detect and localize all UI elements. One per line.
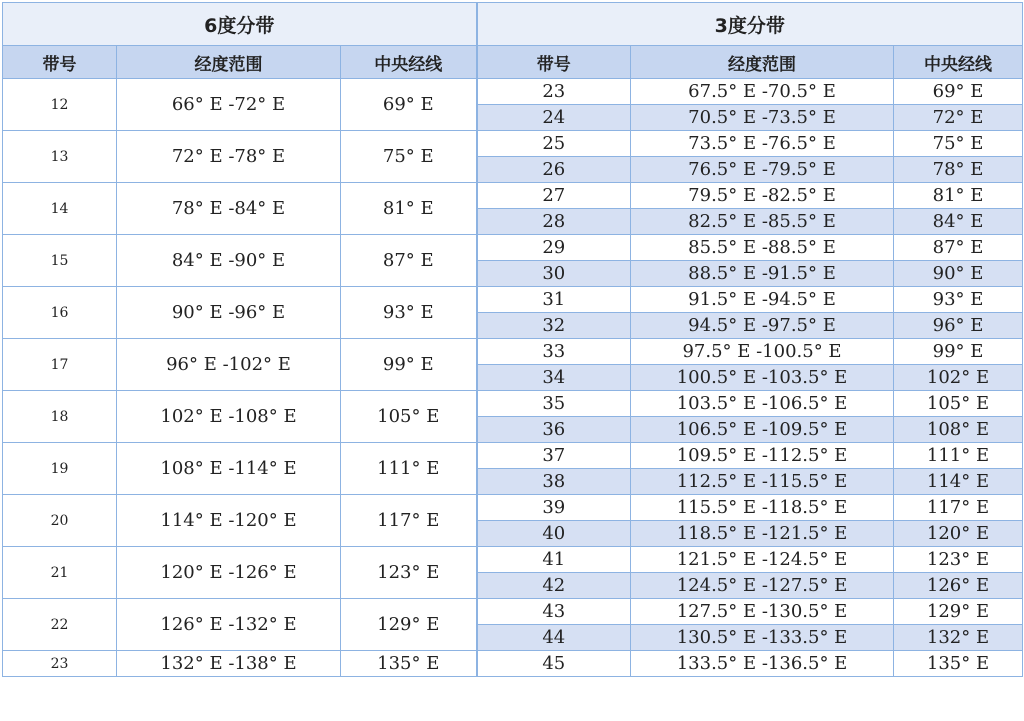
six-range-cell: 114° E -120° E bbox=[117, 495, 341, 547]
six-central-cell: 135° E bbox=[341, 651, 477, 677]
table-row bbox=[3, 599, 1023, 625]
six-range-cell: 78° E -84° E bbox=[117, 183, 341, 235]
three-central-cell: 114° E bbox=[894, 469, 1023, 495]
three-central-cell: 129° E bbox=[894, 599, 1023, 625]
three-zone-cell: 40 bbox=[477, 521, 631, 547]
zone-table-body bbox=[3, 79, 1023, 677]
three-zone-cell: 42 bbox=[477, 573, 631, 599]
six-range-cell: 126° E -132° E bbox=[117, 599, 341, 651]
three-range-cell: 73.5° E -76.5° E bbox=[631, 131, 894, 157]
six-zone-cell: 18 bbox=[3, 391, 117, 443]
six-central-cell: 117° E bbox=[341, 495, 477, 547]
three-range-cell: 112.5° E -115.5° E bbox=[631, 469, 894, 495]
three-range-cell: 103.5° E -106.5° E bbox=[631, 391, 894, 417]
six-zone-cell: 22 bbox=[3, 599, 117, 651]
six-range-cell: 102° E -108° E bbox=[117, 391, 341, 443]
six-zone-cell: 12 bbox=[3, 79, 117, 131]
three-central-header: 中央经线 bbox=[894, 46, 1023, 79]
table-row bbox=[3, 391, 1023, 417]
three-zone-cell: 36 bbox=[477, 417, 631, 443]
three-zone-cell: 26 bbox=[477, 157, 631, 183]
three-zone-cell: 33 bbox=[477, 339, 631, 365]
three-central-cell: 108° E bbox=[894, 417, 1023, 443]
zone-table bbox=[2, 2, 1023, 677]
three-central-cell: 72° E bbox=[894, 105, 1023, 131]
three-range-header: 经度范围 bbox=[631, 46, 894, 79]
six-range-cell: 108° E -114° E bbox=[117, 443, 341, 495]
three-central-cell: 69° E bbox=[894, 79, 1023, 105]
three-range-cell: 76.5° E -79.5° E bbox=[631, 157, 894, 183]
three-range-cell: 91.5° E -94.5° E bbox=[631, 287, 894, 313]
three-zone-cell: 45 bbox=[477, 651, 631, 677]
six-central-cell: 81° E bbox=[341, 183, 477, 235]
six-range-cell: 66° E -72° E bbox=[117, 79, 341, 131]
six-range-cell: 96° E -102° E bbox=[117, 339, 341, 391]
three-zone-cell: 31 bbox=[477, 287, 631, 313]
six-central-cell: 99° E bbox=[341, 339, 477, 391]
table-row bbox=[3, 79, 1023, 105]
three-range-cell: 121.5° E -124.5° E bbox=[631, 547, 894, 573]
six-range-cell: 132° E -138° E bbox=[117, 651, 341, 677]
three-range-cell: 100.5° E -103.5° E bbox=[631, 365, 894, 391]
three-range-cell: 82.5° E -85.5° E bbox=[631, 209, 894, 235]
three-central-cell: 102° E bbox=[894, 365, 1023, 391]
table-row bbox=[3, 183, 1023, 209]
six-central-cell: 93° E bbox=[341, 287, 477, 339]
three-range-cell: 70.5° E -73.5° E bbox=[631, 105, 894, 131]
three-range-cell: 94.5° E -97.5° E bbox=[631, 313, 894, 339]
six-zone-cell: 23 bbox=[3, 651, 117, 677]
three-central-cell: 75° E bbox=[894, 131, 1023, 157]
six-range-header: 经度范围 bbox=[117, 46, 341, 79]
three-degree-title: 3度分带 bbox=[477, 3, 1023, 46]
table-row bbox=[3, 443, 1023, 469]
six-central-header: 中央经线 bbox=[341, 46, 477, 79]
three-central-cell: 132° E bbox=[894, 625, 1023, 651]
table-row bbox=[3, 235, 1023, 261]
six-zone-cell: 17 bbox=[3, 339, 117, 391]
six-zone-cell: 19 bbox=[3, 443, 117, 495]
six-zone-cell: 13 bbox=[3, 131, 117, 183]
six-range-cell: 90° E -96° E bbox=[117, 287, 341, 339]
three-central-cell: 123° E bbox=[894, 547, 1023, 573]
six-central-cell: 105° E bbox=[341, 391, 477, 443]
three-zone-cell: 38 bbox=[477, 469, 631, 495]
table-row bbox=[3, 339, 1023, 365]
three-range-cell: 127.5° E -130.5° E bbox=[631, 599, 894, 625]
three-central-cell: 99° E bbox=[894, 339, 1023, 365]
six-zone-cell: 14 bbox=[3, 183, 117, 235]
six-zone-cell: 20 bbox=[3, 495, 117, 547]
six-central-cell: 75° E bbox=[341, 131, 477, 183]
six-zone-cell: 16 bbox=[3, 287, 117, 339]
three-zone-cell: 28 bbox=[477, 209, 631, 235]
table-row bbox=[3, 547, 1023, 573]
three-range-cell: 85.5° E -88.5° E bbox=[631, 235, 894, 261]
three-central-cell: 81° E bbox=[894, 183, 1023, 209]
six-central-cell: 87° E bbox=[341, 235, 477, 287]
three-zone-cell: 30 bbox=[477, 261, 631, 287]
six-range-cell: 72° E -78° E bbox=[117, 131, 341, 183]
three-zone-cell: 24 bbox=[477, 105, 631, 131]
three-range-cell: 67.5° E -70.5° E bbox=[631, 79, 894, 105]
three-range-cell: 88.5° E -91.5° E bbox=[631, 261, 894, 287]
six-central-cell: 123° E bbox=[341, 547, 477, 599]
three-range-cell: 130.5° E -133.5° E bbox=[631, 625, 894, 651]
three-central-cell: 105° E bbox=[894, 391, 1023, 417]
six-degree-title: 6度分带 bbox=[3, 3, 477, 46]
three-central-cell: 93° E bbox=[894, 287, 1023, 313]
six-zone-header: 带号 bbox=[3, 46, 117, 79]
three-zone-header: 带号 bbox=[477, 46, 631, 79]
three-zone-cell: 25 bbox=[477, 131, 631, 157]
three-range-cell: 115.5° E -118.5° E bbox=[631, 495, 894, 521]
three-range-cell: 109.5° E -112.5° E bbox=[631, 443, 894, 469]
three-range-cell: 124.5° E -127.5° E bbox=[631, 573, 894, 599]
three-central-cell: 96° E bbox=[894, 313, 1023, 339]
three-central-cell: 111° E bbox=[894, 443, 1023, 469]
three-central-cell: 117° E bbox=[894, 495, 1023, 521]
three-range-cell: 106.5° E -109.5° E bbox=[631, 417, 894, 443]
three-range-cell: 97.5° E -100.5° E bbox=[631, 339, 894, 365]
three-zone-cell: 32 bbox=[477, 313, 631, 339]
table-row bbox=[3, 651, 1023, 677]
three-zone-cell: 34 bbox=[477, 365, 631, 391]
three-zone-cell: 43 bbox=[477, 599, 631, 625]
three-zone-cell: 23 bbox=[477, 79, 631, 105]
three-range-cell: 118.5° E -121.5° E bbox=[631, 521, 894, 547]
table-row bbox=[3, 495, 1023, 521]
table-row bbox=[3, 287, 1023, 313]
three-central-cell: 78° E bbox=[894, 157, 1023, 183]
six-zone-cell: 15 bbox=[3, 235, 117, 287]
six-range-cell: 84° E -90° E bbox=[117, 235, 341, 287]
three-range-cell: 133.5° E -136.5° E bbox=[631, 651, 894, 677]
three-central-cell: 120° E bbox=[894, 521, 1023, 547]
three-central-cell: 90° E bbox=[894, 261, 1023, 287]
three-zone-cell: 44 bbox=[477, 625, 631, 651]
six-central-cell: 111° E bbox=[341, 443, 477, 495]
six-central-cell: 69° E bbox=[341, 79, 477, 131]
three-zone-cell: 35 bbox=[477, 391, 631, 417]
table-row bbox=[3, 131, 1023, 157]
three-central-cell: 84° E bbox=[894, 209, 1023, 235]
three-zone-cell: 27 bbox=[477, 183, 631, 209]
three-central-cell: 87° E bbox=[894, 235, 1023, 261]
three-range-cell: 79.5° E -82.5° E bbox=[631, 183, 894, 209]
three-central-cell: 135° E bbox=[894, 651, 1023, 677]
three-zone-cell: 37 bbox=[477, 443, 631, 469]
six-zone-cell: 21 bbox=[3, 547, 117, 599]
three-zone-cell: 29 bbox=[477, 235, 631, 261]
six-central-cell: 129° E bbox=[341, 599, 477, 651]
three-zone-cell: 41 bbox=[477, 547, 631, 573]
six-range-cell: 120° E -126° E bbox=[117, 547, 341, 599]
three-central-cell: 126° E bbox=[894, 573, 1023, 599]
three-zone-cell: 39 bbox=[477, 495, 631, 521]
